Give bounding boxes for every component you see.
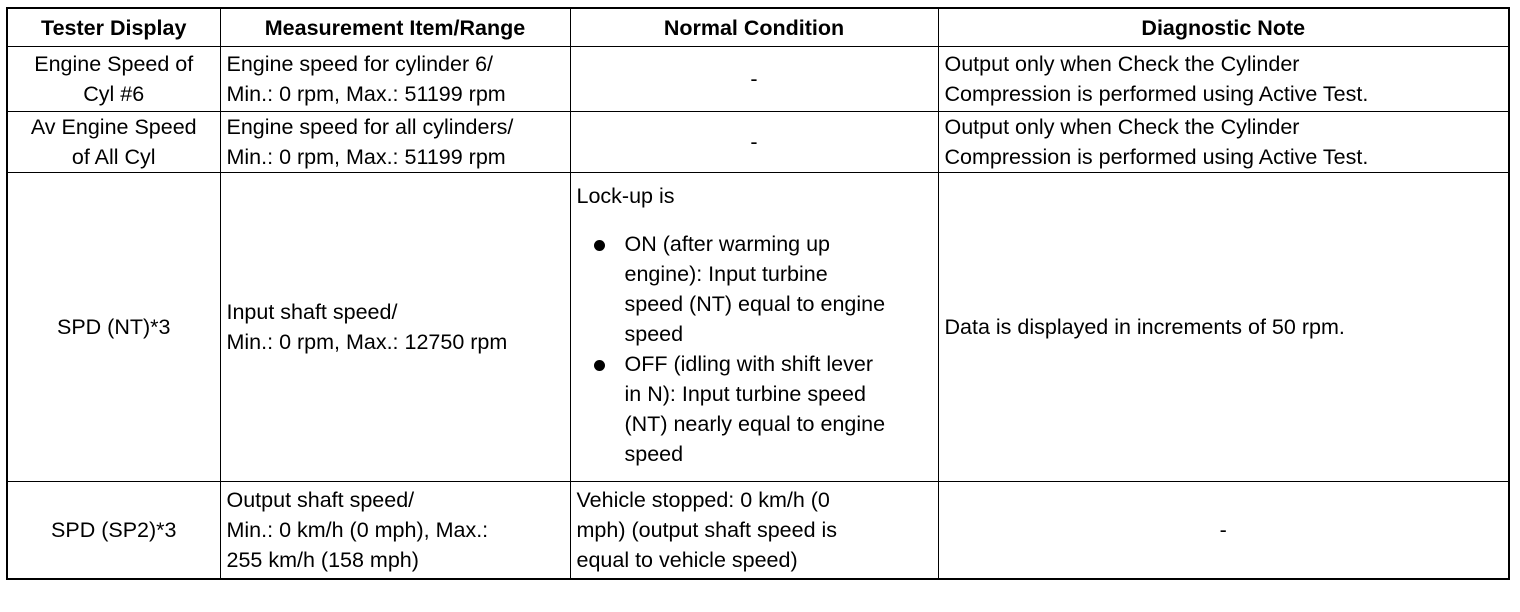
normal-condition-intro: Lock-up is bbox=[576, 184, 675, 208]
normal-condition-text: equal to vehicle speed) bbox=[576, 548, 798, 572]
header-normal-condition: Normal Condition bbox=[570, 8, 938, 47]
diagnostic-note-text: Compression is performed using Active Test. bbox=[944, 82, 1369, 106]
measurement-text: Min.: 0 rpm, Max.: 51199 rpm bbox=[226, 145, 506, 169]
diagnostic-note-cell bbox=[938, 47, 1509, 112]
measurement-text: Min.: 0 km/h (0 mph), Max.: bbox=[226, 518, 489, 542]
measurement-text: Input shaft speed/ bbox=[226, 300, 398, 324]
tester-display-cell bbox=[7, 112, 220, 173]
diagnostic-note-text: Compression is performed using Active Test. bbox=[944, 145, 1369, 169]
tester-display-text: Cyl #6 bbox=[83, 82, 145, 106]
tester-display-text: Engine Speed of bbox=[34, 52, 194, 76]
table-row bbox=[7, 112, 1509, 173]
tester-display-cell: SPD (NT)*3 bbox=[7, 173, 220, 482]
bullet-text: (NT) nearly equal to engine bbox=[624, 412, 886, 436]
diagnostic-note-text: Output only when Check the Cylinder bbox=[944, 52, 1300, 76]
measurement-cell bbox=[220, 482, 570, 580]
bullet-text: speed bbox=[624, 322, 684, 346]
bullet-icon bbox=[594, 240, 605, 251]
table-row bbox=[7, 173, 1509, 482]
normal-condition-cell: - bbox=[570, 47, 938, 112]
table-container bbox=[6, 7, 1510, 580]
list-item bbox=[577, 229, 932, 349]
header-measurement-item: Measurement Item/Range bbox=[220, 8, 570, 47]
header-row bbox=[7, 8, 1509, 47]
bullet-icon bbox=[594, 360, 605, 371]
tester-display-text: Av Engine Speed bbox=[30, 115, 197, 139]
bullet-text: speed bbox=[624, 442, 684, 466]
condition-bullet-list bbox=[577, 229, 932, 469]
list-item bbox=[577, 349, 932, 469]
bullet-text: ON (after warming up bbox=[624, 232, 831, 256]
measurement-text: Engine speed for cylinder 6/ bbox=[226, 52, 494, 76]
table-row bbox=[7, 482, 1509, 580]
bullet-text: engine): Input turbine bbox=[624, 262, 828, 286]
measurement-text: Output shaft speed/ bbox=[226, 488, 415, 512]
data-list-table bbox=[6, 7, 1510, 580]
bullet-text: speed (NT) equal to engine bbox=[624, 292, 886, 316]
measurement-cell bbox=[220, 112, 570, 173]
measurement-text: Min.: 0 rpm, Max.: 51199 rpm bbox=[226, 82, 506, 106]
tester-display-text: of All Cyl bbox=[71, 145, 156, 169]
bullet-text: in N): Input turbine speed bbox=[624, 382, 866, 406]
diagnostic-note-cell: - bbox=[938, 482, 1509, 580]
measurement-cell bbox=[220, 173, 570, 482]
measurement-text: Engine speed for all cylinders/ bbox=[226, 115, 514, 139]
bullet-text: OFF (idling with shift lever bbox=[624, 352, 874, 376]
diagnostic-note-text: Output only when Check the Cylinder bbox=[944, 115, 1300, 139]
normal-condition-text: Vehicle stopped: 0 km/h (0 bbox=[576, 488, 830, 512]
normal-condition-text: mph) (output shaft speed is bbox=[576, 518, 838, 542]
diagnostic-note-cell bbox=[938, 112, 1509, 173]
normal-condition-cell bbox=[570, 173, 938, 482]
measurement-cell bbox=[220, 47, 570, 112]
measurement-text: 255 km/h (158 mph) bbox=[226, 548, 419, 572]
measurement-text: Min.: 0 rpm, Max.: 12750 rpm bbox=[226, 330, 508, 354]
normal-condition-cell: - bbox=[570, 112, 938, 173]
normal-condition-cell bbox=[570, 482, 938, 580]
tester-display-cell: SPD (SP2)*3 bbox=[7, 482, 220, 580]
header-diagnostic-note: Diagnostic Note bbox=[938, 8, 1509, 47]
table-row bbox=[7, 47, 1509, 112]
tester-display-cell bbox=[7, 47, 220, 112]
diagnostic-note-cell: Data is displayed in increments of 50 rpm. bbox=[938, 173, 1509, 482]
header-tester-display: Tester Display bbox=[7, 8, 220, 47]
